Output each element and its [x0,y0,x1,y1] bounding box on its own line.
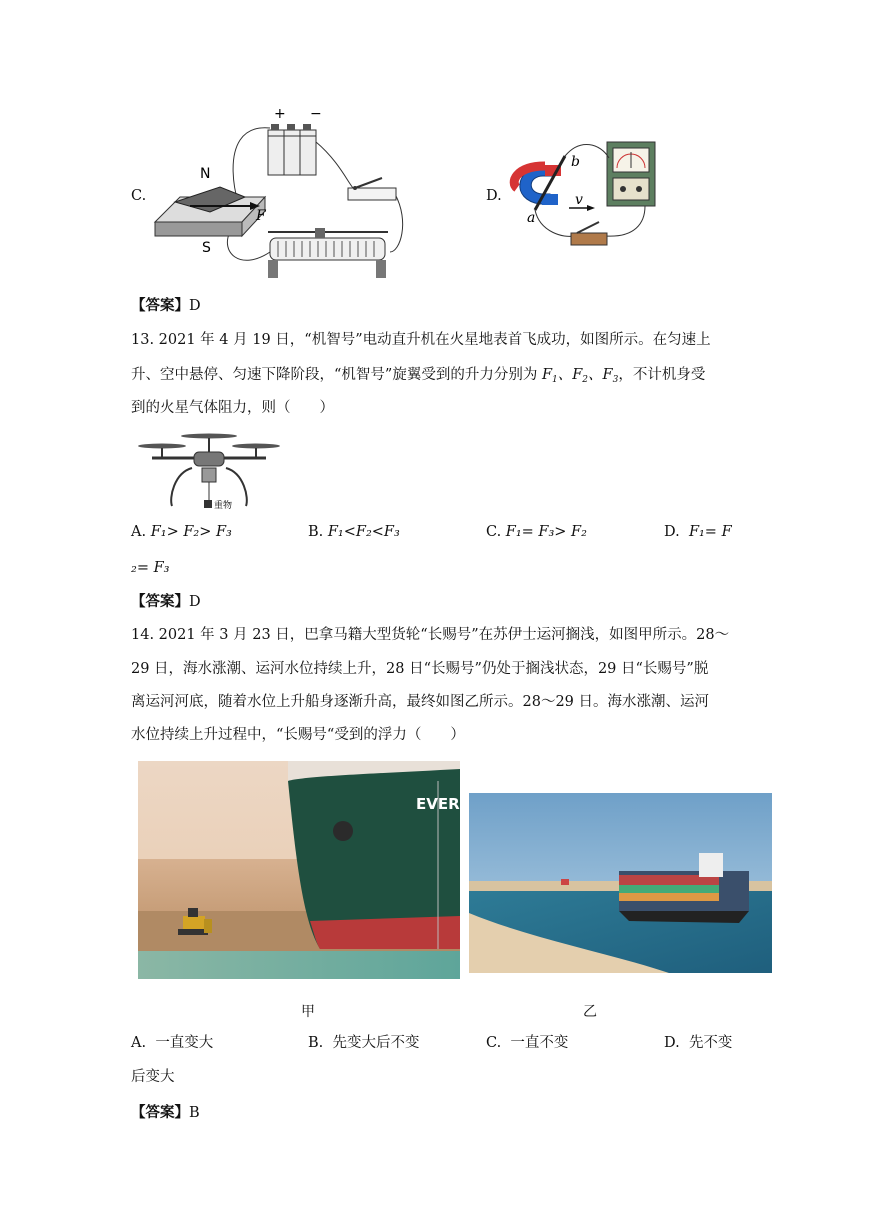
switch-icon [348,178,396,200]
q14-line1: 14. 2021 年 3 月 23 日，巴拿马籍大型货轮“长赐号”在苏伊士运河搁浅，如图甲所示。28～ [131,627,730,643]
q13-option-b [308,522,400,542]
answer-value: D [189,594,201,610]
q14-option-c [486,1033,568,1053]
q12-answer [131,294,201,315]
q13-option-d-wrap [131,558,169,578]
q14-option-d [664,1033,732,1053]
rheostat-icon [268,228,388,278]
q13-line2-text: 升、空中悬停、匀速下降阶段，“机智号”旋翼受到的升力分别为 [131,367,542,383]
option-d-label: D. [664,524,680,540]
answer-prefix: 【答案】 [131,297,189,314]
rod-end-a-label: a [527,210,536,226]
q14-line2: 29 日，海水涨潮、运河水位持续上升，28 日“长赐号”仍处于搁浅状态，29 日“长赐号”脱 [131,661,709,677]
force-symbols: $F_1$、$F_2$、$F_3$ [541,367,619,385]
q14-line3: 离运河河底，随着水位上升船身逐渐升高，最终如图乙所示。28～29 日。海水涨潮、运河 [131,694,710,710]
photo-ship-aground [138,761,460,979]
q13-option-c [486,522,587,542]
photo-ship-refloated [469,793,772,973]
q14-option-b [308,1033,419,1053]
option-b-text: F₁<F₂<F₃ [327,524,400,540]
option-a-text: 一直变大 [155,1035,214,1051]
switch-icon [571,222,607,245]
force-label: F [256,208,266,224]
velocity-label: v [575,192,583,208]
option-c-text: 一直不变 [510,1035,569,1051]
helicopter-icon [138,434,280,509]
distant-ship-icon [561,879,569,885]
figure-d-generator-circuit [505,138,660,253]
ship-hull-icon [288,761,460,949]
q14-option-d-wrap: 后变大 [131,1069,175,1085]
magnet-base-icon [155,187,265,236]
option-d-text: 先不变 [688,1035,733,1051]
option-c-label: C. [486,524,502,540]
q14-line4: 水位持续上升过程中，“长赐号“受到的浮力（ ） [131,727,465,743]
option-b-label: B. [308,524,324,540]
figure-helicopter [134,428,284,513]
option-d-label: D. [486,188,502,204]
option-c-text: F₁= F₃> F₂ [505,524,587,540]
option-d-label: D. [664,1035,680,1051]
option-c-label: C. [486,1035,502,1051]
option-c-label: C. [131,188,147,204]
option-a-label: A. [131,524,147,540]
south-pole-label: S [202,240,211,256]
answer-value: D [189,298,201,314]
q14-answer [131,1101,200,1122]
q13-answer [131,590,201,611]
rod-end-b-label: b [571,154,580,170]
q13-line3: 到的火星气体阻力，则（ ） [131,400,334,416]
q13-line1: 13. 2021 年 4 月 19 日，“机智号”电动直升机在火星地表首飞成功，如图所示。在匀速上 [131,332,711,348]
option-a-text: F₁> F₂> F₃ [150,524,232,540]
answer-prefix: 【答案】 [131,593,189,610]
battery-icon [268,124,316,175]
q13-line2 [131,365,705,390]
q13-line2-tail: ，不计机身受 [618,367,706,383]
answer-prefix: 【答案】 [131,1104,189,1121]
plus-sign: + [274,106,286,122]
ship-name-text: EVER [416,795,460,813]
option-b-text: 先变大后不变 [332,1035,420,1051]
option-a-label: A. [131,1035,147,1051]
caption-left: 甲 [301,1004,315,1020]
horseshoe-magnet-icon [514,165,561,205]
answer-value: B [189,1105,200,1121]
option-d-text: F₁= F [688,524,732,540]
north-pole-label: N [200,166,211,182]
q14-option-a [131,1033,213,1053]
option-b-label: B. [308,1035,324,1051]
heavy-object-label: 重物 [214,501,233,511]
q13-option-d [664,522,732,542]
caption-right: 乙 [583,1004,597,1020]
minus-sign: − [310,106,322,122]
galvanometer-icon [607,142,655,206]
option-d-text-continued: ₂= F₃ [131,560,170,576]
figure-c-motor-circuit [150,102,410,287]
q13-option-a [131,522,232,542]
